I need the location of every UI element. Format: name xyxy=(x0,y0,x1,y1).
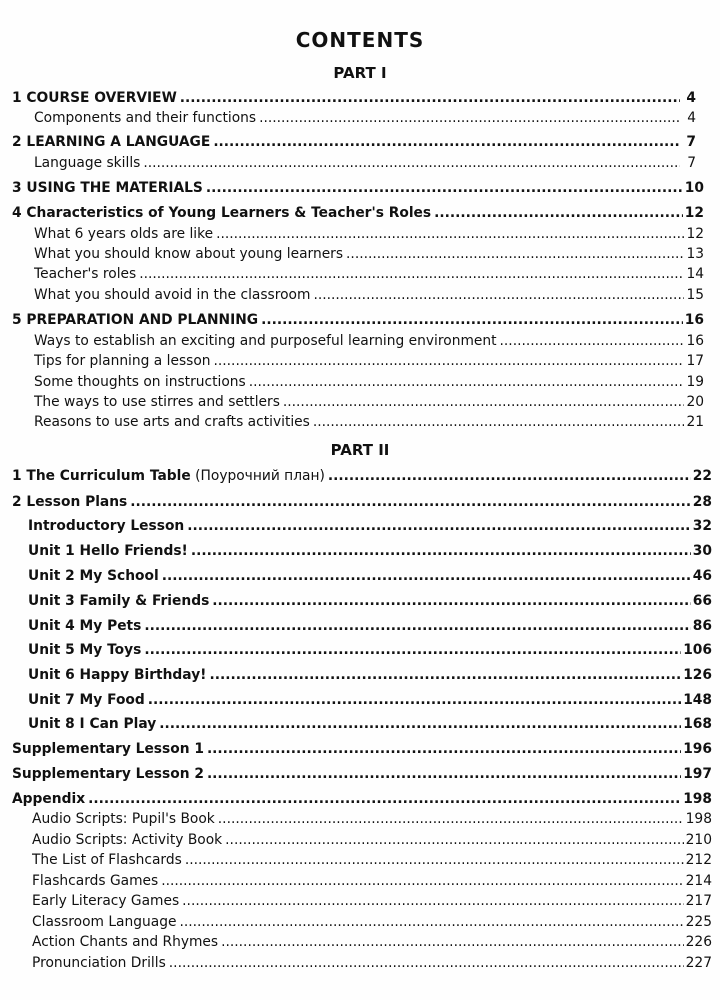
toc-entry-unit-2 xyxy=(28,568,712,584)
toc-entry-learning-environment xyxy=(34,333,704,349)
toc-entry-early-literacy xyxy=(32,893,712,909)
toc-label: Unit 4 My Pets xyxy=(28,618,142,634)
toc-label: The List of Flashcards xyxy=(32,852,182,868)
toc-entry-young-learners xyxy=(12,205,704,221)
toc-page: 126 xyxy=(683,667,712,683)
toc-title: CONTENTS xyxy=(295,28,425,52)
toc-page: 21 xyxy=(686,414,704,430)
toc-label: Language skills xyxy=(34,155,141,171)
toc-page: 7 xyxy=(686,134,696,150)
toc-page: 7 xyxy=(687,155,696,171)
toc-entry-curriculum-table xyxy=(12,468,712,484)
toc-label: Unit 6 Happy Birthday! xyxy=(28,667,207,683)
toc-label: Audio Scripts: Activity Book xyxy=(32,832,223,848)
toc-page: 16 xyxy=(684,312,704,328)
toc-label: 3 USING THE MATERIALS xyxy=(12,180,203,196)
toc-label: Unit 1 Hello Friends! xyxy=(28,543,188,559)
toc-page: 20 xyxy=(686,394,704,410)
toc-entry-audio-activity-book xyxy=(32,832,712,848)
toc-page: 198 xyxy=(685,811,712,827)
toc-entry-classroom-language xyxy=(32,914,712,930)
toc-page: 19 xyxy=(686,374,704,390)
toc-entry-six-year-olds xyxy=(34,226,704,242)
toc-entry-lesson-plans xyxy=(12,494,712,510)
toc-entry-audio-pupils-book xyxy=(32,811,712,827)
toc-label: Unit 2 My School xyxy=(28,568,159,584)
toc-page: 225 xyxy=(685,914,712,930)
toc-label: Some thoughts on instructions xyxy=(34,374,246,390)
toc-page: 217 xyxy=(685,893,712,909)
toc-entry-unit-3 xyxy=(28,593,712,609)
toc-page: 196 xyxy=(683,741,712,757)
toc-page: 10 xyxy=(684,180,704,196)
toc-label: 2 Lesson Plans xyxy=(12,494,128,510)
toc-entry-course-overview xyxy=(12,90,696,106)
toc-page: 227 xyxy=(685,955,712,971)
toc-label: Pronunciation Drills xyxy=(32,955,166,971)
toc-entry-unit-4 xyxy=(28,618,712,634)
toc-page: 16 xyxy=(686,333,704,349)
toc-entry-know-young-learners xyxy=(34,246,704,262)
toc-page: 15 xyxy=(686,287,704,303)
toc-page: 12 xyxy=(684,205,704,221)
toc-entry-supplementary-1 xyxy=(12,741,712,757)
toc-page: 17 xyxy=(686,353,704,369)
toc-page: 198 xyxy=(683,791,712,807)
toc-label: Early Literacy Games xyxy=(32,893,180,909)
toc-label: Reasons to use arts and crafts activities xyxy=(34,414,310,430)
toc-label: Unit 7 My Food xyxy=(28,692,145,708)
toc-entry-list-flashcards xyxy=(32,852,712,868)
toc-page: 66 xyxy=(692,593,712,609)
toc-entry-unit-6 xyxy=(28,667,712,683)
toc-label-main: 1 The Curriculum Table xyxy=(12,468,191,484)
toc-entry-unit-1 xyxy=(28,543,712,559)
toc-entry-unit-5 xyxy=(28,642,712,658)
toc-page: 210 xyxy=(685,832,712,848)
toc-page: 226 xyxy=(685,934,712,950)
toc-label: Unit 8 I Can Play xyxy=(28,716,157,732)
part-2-heading: PART II xyxy=(330,441,390,459)
toc-label: Unit 3 Family & Friends xyxy=(28,593,210,609)
toc-entry-learning-language xyxy=(12,134,696,150)
toc-page: 212 xyxy=(685,852,712,868)
toc-label: Audio Scripts: Pupil's Book xyxy=(32,811,215,827)
toc-label: 1 COURSE OVERVIEW xyxy=(12,90,177,106)
toc-page: 28 xyxy=(692,494,712,510)
toc-page: 168 xyxy=(683,716,712,732)
toc-entry-appendix xyxy=(12,791,712,807)
toc-label: 4 Characteristics of Young Learners & Teacher's Roles xyxy=(12,205,432,221)
toc-entry-teachers-roles xyxy=(34,266,704,282)
toc-label: Classroom Language xyxy=(32,914,177,930)
toc-entry-preparation-planning xyxy=(12,312,704,328)
toc-entry-language-skills xyxy=(34,155,696,171)
toc-label: Appendix xyxy=(12,791,86,807)
toc-entry-supplementary-2 xyxy=(12,766,712,782)
toc-entry-avoid-classroom xyxy=(34,287,704,303)
toc-entry-action-chants xyxy=(32,934,712,950)
toc-label: Supplementary Lesson 2 xyxy=(12,766,204,782)
toc-label-extra: (Поурочний план) xyxy=(190,468,325,484)
toc-entry-introductory-lesson xyxy=(28,518,712,534)
toc-entry-using-materials xyxy=(12,180,704,196)
toc-entry-unit-8 xyxy=(28,716,712,732)
toc-entry-components xyxy=(34,110,696,126)
toc-label: Action Chants and Rhymes xyxy=(32,934,219,950)
toc-page: 22 xyxy=(692,468,712,484)
toc-label: Supplementary Lesson 1 xyxy=(12,741,204,757)
toc-label: Introductory Lesson xyxy=(28,518,185,534)
toc-label: Teacher's roles xyxy=(34,266,137,282)
toc-label xyxy=(12,468,325,484)
toc-page: 197 xyxy=(683,766,712,782)
toc-page: 14 xyxy=(686,266,704,282)
toc-entry-instructions xyxy=(34,374,704,390)
toc-page: 86 xyxy=(692,618,712,634)
toc-label: What 6 years olds are like xyxy=(34,226,214,242)
toc-entry-tips-planning xyxy=(34,353,704,369)
toc-label: Flashcards Games xyxy=(32,873,159,889)
toc-label: Unit 5 My Toys xyxy=(28,642,142,658)
toc-page: 4 xyxy=(687,110,696,126)
toc-label: Ways to establish an exciting and purposeful learning environment xyxy=(34,333,497,349)
toc-entry-stirres-settlers xyxy=(34,394,704,410)
toc-entry-arts-crafts xyxy=(34,414,704,430)
toc-label: What you should avoid in the classroom xyxy=(34,287,311,303)
toc-page: 106 xyxy=(683,642,712,658)
toc-page: 214 xyxy=(685,873,712,889)
toc-label: 5 PREPARATION AND PLANNING xyxy=(12,312,259,328)
toc-page: 4 xyxy=(686,90,696,106)
toc-label: What you should know about young learners xyxy=(34,246,344,262)
toc-page: 46 xyxy=(692,568,712,584)
toc-label: Tips for planning a lesson xyxy=(34,353,211,369)
toc-label: The ways to use stirres and settlers xyxy=(34,394,280,410)
toc-entry-pronunciation-drills xyxy=(32,955,712,971)
toc-entry-flashcards-games xyxy=(32,873,712,889)
toc-label: 2 LEARNING A LANGUAGE xyxy=(12,134,211,150)
toc-label: Components and their functions xyxy=(34,110,257,126)
toc-page: 12 xyxy=(686,226,704,242)
toc-entry-unit-7 xyxy=(28,692,712,708)
part-1-heading: PART I xyxy=(333,64,387,82)
toc-page: 13 xyxy=(686,246,704,262)
toc-page: 32 xyxy=(692,518,712,534)
toc-page: 148 xyxy=(683,692,712,708)
toc-page: 30 xyxy=(692,543,712,559)
